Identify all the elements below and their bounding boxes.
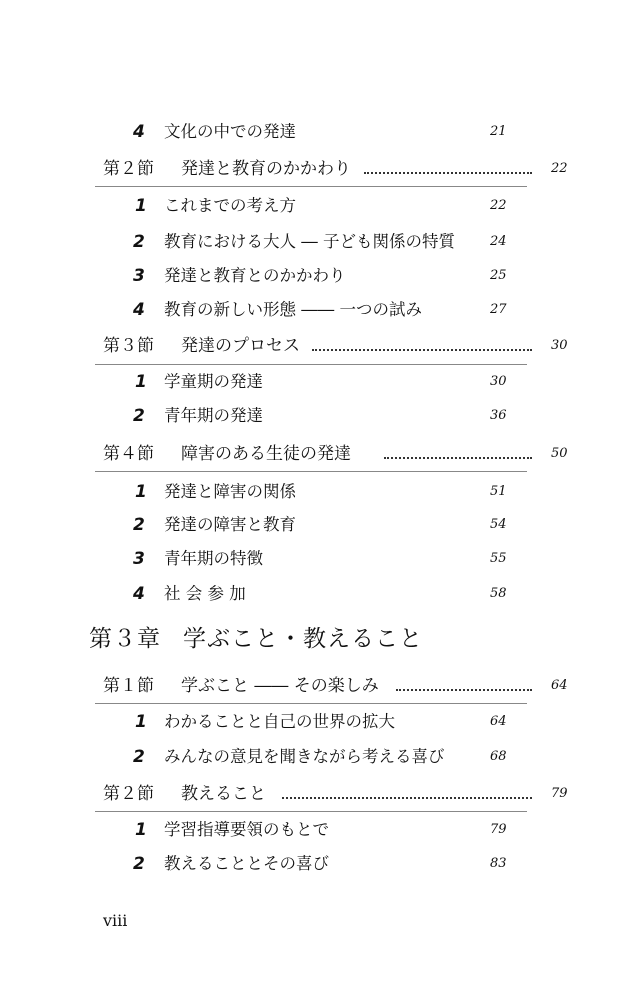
toc-entry	[0, 743, 638, 773]
section-label: 第２節	[103, 784, 154, 804]
toc-entry	[0, 402, 638, 432]
entry-page: 83	[490, 856, 507, 871]
entry-page: 68	[490, 749, 507, 764]
entry-number: 2	[133, 406, 145, 426]
entry-page: 79	[490, 822, 507, 837]
toc-entry	[0, 545, 638, 575]
entry-title: 文化の中での発達	[164, 122, 296, 141]
section-page: 22	[551, 161, 568, 176]
section-page: 79	[551, 786, 568, 801]
entry-page: 36	[490, 408, 507, 423]
entry-title: 教えることとその喜び	[164, 854, 329, 873]
entry-page: 54	[490, 517, 507, 532]
entry-title: 青年期の特徴	[164, 549, 263, 568]
section-title: 発達のプロセス	[181, 336, 300, 356]
section-rule	[95, 186, 527, 187]
section-rule	[95, 811, 527, 812]
entry-title: 社 会 参 加	[164, 584, 246, 603]
entry-page: 21	[490, 124, 507, 139]
section-label: 第１節	[103, 676, 154, 696]
section-title: 障害のある生徒の発達	[181, 444, 351, 464]
dot-leader	[282, 797, 532, 799]
entry-title: 学習指導要領のもとで	[164, 820, 329, 839]
toc-entry	[0, 118, 638, 148]
entry-number: 2	[133, 747, 145, 767]
toc-entry	[0, 850, 638, 880]
toc-entry	[0, 580, 638, 610]
entry-page: 27	[490, 302, 507, 317]
entry-number: 1	[135, 196, 147, 216]
entry-number: 1	[135, 820, 147, 840]
section-label: 第２節	[103, 159, 154, 179]
toc-entry	[0, 511, 638, 541]
toc-section	[0, 332, 638, 362]
entry-page: 24	[490, 234, 507, 249]
chapter-heading	[89, 622, 423, 656]
section-page: 64	[551, 678, 568, 693]
entry-title: 学童期の発達	[164, 372, 263, 391]
entry-page: 22	[490, 198, 507, 213]
toc-entry	[0, 262, 638, 292]
entry-title: みんなの意見を聞きながら考える喜び	[164, 747, 445, 766]
section-rule	[95, 471, 527, 472]
entry-title: 発達と教育とのかかわり	[164, 266, 346, 285]
section-rule	[95, 364, 527, 365]
entry-page: 64	[490, 714, 507, 729]
entry-page: 58	[490, 586, 507, 601]
section-page: 50	[551, 446, 568, 461]
entry-title: 発達と障害の関係	[164, 482, 296, 501]
dot-leader	[364, 172, 532, 174]
entry-number: 2	[133, 854, 145, 874]
entry-title: 教育の新しい形態 ―― 一つの試み	[164, 300, 422, 319]
entry-number: 4	[133, 584, 145, 604]
chapter-title: 学ぶこと・教えること	[183, 626, 423, 652]
entry-page: 25	[490, 268, 507, 283]
section-rule	[95, 703, 527, 704]
dot-leader	[396, 689, 532, 691]
toc-entry	[0, 708, 638, 738]
entry-number: 2	[133, 232, 145, 252]
entry-number: 3	[133, 549, 145, 569]
toc-entry	[0, 478, 638, 508]
toc-section	[0, 440, 638, 470]
entry-page: 30	[490, 374, 507, 389]
section-title: 教えること	[181, 784, 266, 804]
entry-number: 4	[133, 122, 145, 142]
entry-page: 55	[490, 551, 507, 566]
toc-entry	[0, 368, 638, 398]
toc-entry	[0, 228, 638, 258]
section-page: 30	[551, 338, 568, 353]
toc-section	[0, 672, 638, 702]
entry-title: 発達の障害と教育	[164, 515, 296, 534]
toc-section	[0, 155, 638, 185]
entry-title: 教育における大人 ― 子ども関係の特質	[164, 232, 455, 251]
dot-leader	[312, 349, 532, 351]
entry-number: 2	[133, 515, 145, 535]
entry-page: 51	[490, 484, 507, 499]
entry-number: 3	[133, 266, 145, 286]
section-label: 第３節	[103, 336, 154, 356]
toc-entry	[0, 296, 638, 326]
section-title: 発達と教育のかかわり	[181, 159, 351, 179]
toc-entry	[0, 816, 638, 846]
toc-entry	[0, 192, 638, 222]
entry-number: 4	[133, 300, 145, 320]
entry-title: わかることと自己の世界の拡大	[164, 712, 395, 731]
entry-number: 1	[135, 712, 147, 732]
entry-number: 1	[135, 482, 147, 502]
dot-leader	[384, 457, 532, 459]
entry-title: 青年期の発達	[164, 406, 263, 425]
page-number: viii	[103, 911, 128, 930]
section-label: 第４節	[103, 444, 154, 464]
entry-title: これまでの考え方	[164, 196, 296, 215]
toc-section	[0, 780, 638, 810]
entry-number: 1	[135, 372, 147, 392]
section-title: 学ぶこと ―― その楽しみ	[181, 676, 379, 696]
chapter-label: 第３章	[89, 626, 161, 652]
